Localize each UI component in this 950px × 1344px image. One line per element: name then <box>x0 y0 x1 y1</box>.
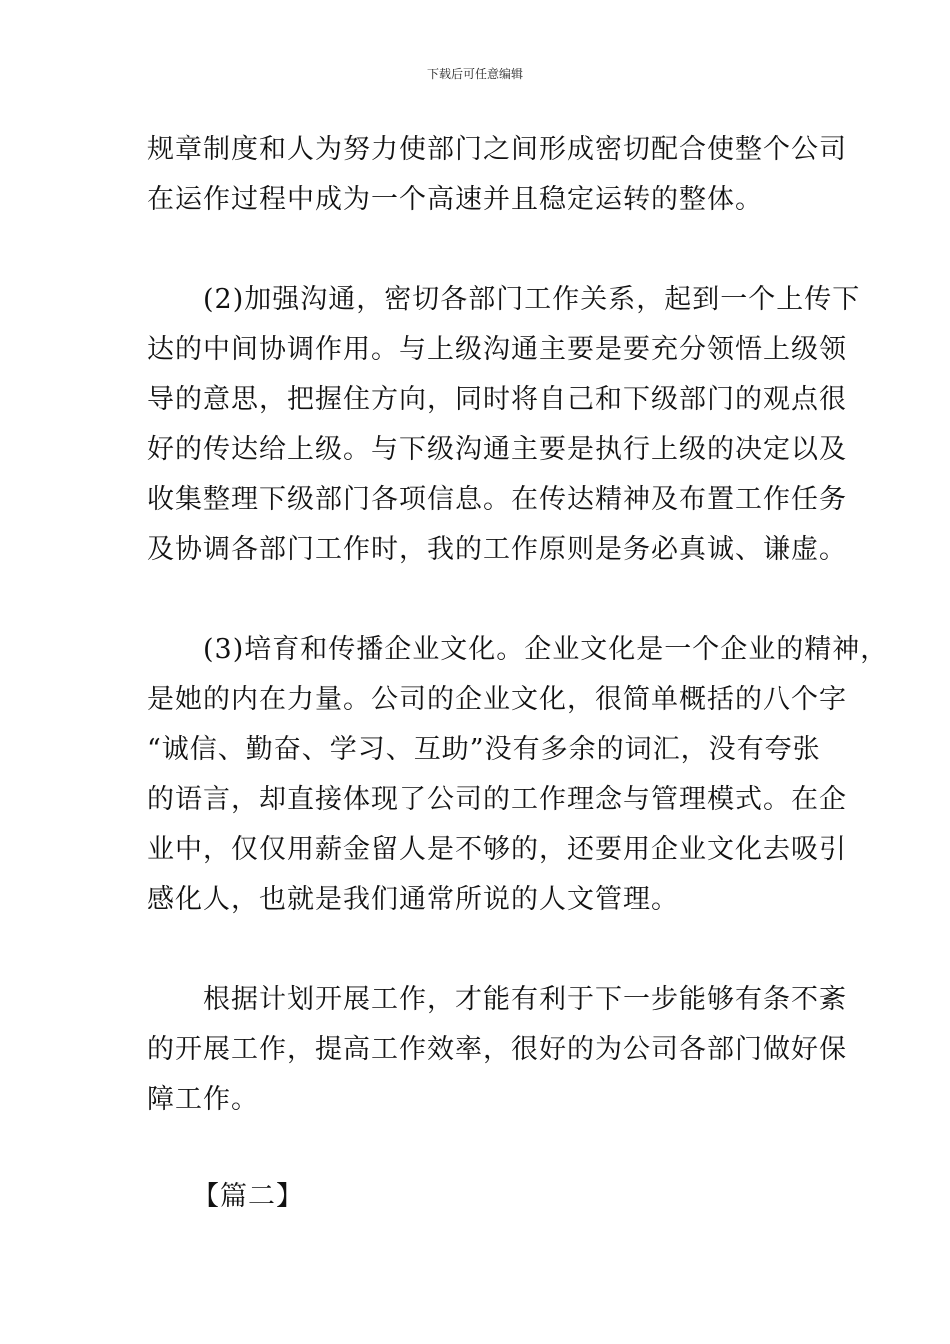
paragraph-3-line-6: 感化人，也就是我们通常所说的人文管理。 <box>147 884 679 915</box>
paragraph-4-line-3: 障工作。 <box>147 1084 259 1115</box>
paragraph-3-line-4: 的语言，却直接体现了公司的工作理念与管理模式。在企 <box>147 784 847 815</box>
paragraph-4-line-1: 根据计划开展工作，才能有利于下一步能够有条不紊 <box>147 984 847 1015</box>
paragraph-1-line-1: 规章制度和人为努力使部门之间形成密切配合使整个公司 <box>147 134 847 165</box>
paragraph-2-line-5: 收集整理下级部门各项信息。在传达精神及布置工作任务 <box>147 484 847 515</box>
paragraph-3-line-1: (3)培育和传播企业文化。企业文化是一个企业的精神， <box>147 634 889 665</box>
paragraph-2-line-6: 及协调各部门工作时，我的工作原则是务必真诚、谦虚。 <box>147 534 847 565</box>
paragraph-1-line-2: 在运作过程中成为一个高速并且稳定运转的整体。 <box>147 184 763 215</box>
paragraph-2-line-1: (2)加强沟通，密切各部门工作关系，起到一个上传下 <box>147 284 861 315</box>
paragraph-2-line-3: 导的意思，把握住方向，同时将自己和下级部门的观点很 <box>147 384 847 415</box>
paragraph-3-line-3: “诚信、勤奋、学习、互助”没有多余的词汇，没有夸张 <box>147 734 821 765</box>
paragraph-2-line-4: 好的传达给上级。与下级沟通主要是执行上级的决定以及 <box>147 434 847 465</box>
paragraph-3-line-2: 是她的内在力量。公司的企业文化，很简单概括的八个字 <box>147 684 847 715</box>
header-note: 下载后可任意编辑 <box>426 67 523 81</box>
paragraph-4-line-2: 的开展工作，提高工作效率，很好的为公司各部门做好保 <box>147 1034 847 1065</box>
paragraph-2-line-2: 达的中间协调作用。与上级沟通主要是要充分领悟上级领 <box>147 334 847 365</box>
section-heading: 【篇二】 <box>192 1181 304 1212</box>
paragraph-3-line-5: 业中，仅仅用薪金留人是不够的，还要用企业文化去吸引 <box>147 834 847 865</box>
